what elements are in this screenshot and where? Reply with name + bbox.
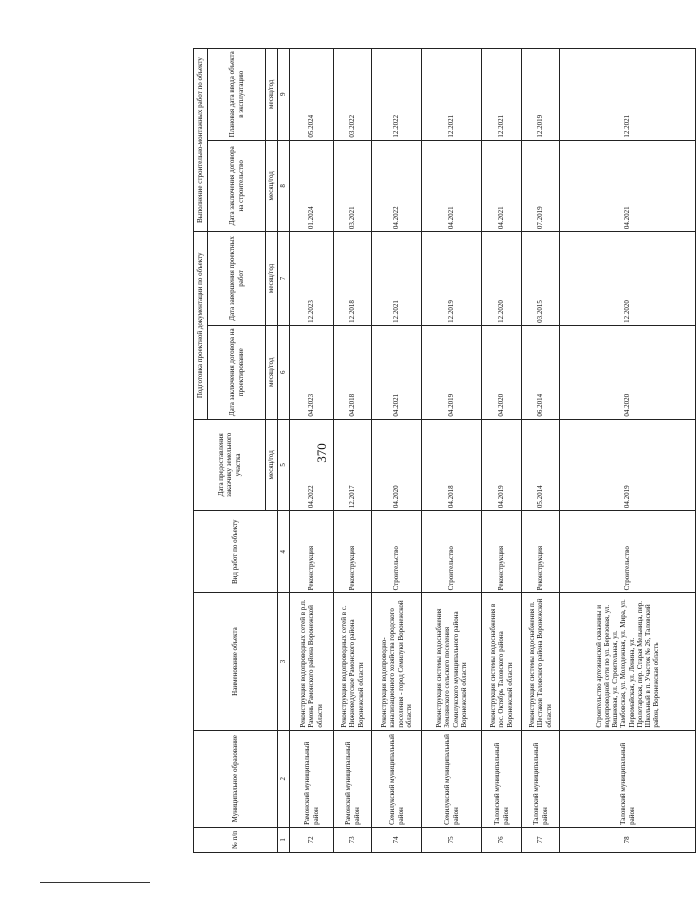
- row-land-date: 04.2022: [290, 419, 334, 510]
- table-row: [482, 49, 522, 853]
- row-design-done: 03.2015: [522, 232, 560, 326]
- unit-label: месяц/год: [266, 140, 278, 231]
- row-object: Реконструкция системы водоснабжения п. Шестаков Таловского района Воронежской области: [522, 593, 560, 730]
- table-row: [372, 49, 422, 853]
- header-build-group: Выполнение строительно-монтажных работ по объекту: [194, 49, 208, 232]
- row-build-contract: 04.2021: [482, 140, 522, 231]
- row-work: Строительство: [372, 511, 422, 593]
- column-number: 2: [278, 730, 290, 827]
- row-design-done: 12.2020: [482, 232, 522, 326]
- row-municipality: Таловский муниципальный район: [482, 730, 522, 827]
- row-commission: 12.2019: [522, 49, 560, 141]
- row-design-done: 12.2019: [422, 232, 482, 326]
- row-design-done: 12.2023: [290, 232, 334, 326]
- footer-rule: [40, 882, 150, 883]
- row-design-contract: 04.2023: [290, 325, 334, 419]
- column-number: 5: [278, 419, 290, 510]
- row-land-date: 05.2014: [522, 419, 560, 510]
- row-object: Реконструкция водопроводных сетей в р.п. Рамонь Рамонского района Воронежской области: [290, 593, 334, 730]
- row-land-date: 12.2017: [334, 419, 372, 510]
- column-number: 7: [278, 232, 290, 326]
- column-number: 8: [278, 140, 290, 231]
- unit-label: месяц/год: [266, 232, 278, 326]
- header-design-done: Дата завершения проектных работ: [208, 232, 266, 326]
- row-commission: 12.2021: [482, 49, 522, 141]
- unit-label: месяц/год: [266, 49, 278, 141]
- row-land-date: 04.2019: [560, 419, 696, 510]
- row-num: 78: [560, 827, 696, 852]
- table-row: [560, 49, 696, 853]
- row-work: Реконструкция: [482, 511, 522, 593]
- row-build-contract: 01.2024: [290, 140, 334, 231]
- row-commission: 12.2021: [422, 49, 482, 141]
- row-municipality: Рамонский муниципальный район: [290, 730, 334, 827]
- column-number: 4: [278, 511, 290, 593]
- row-build-contract: 03.2021: [334, 140, 372, 231]
- row-land-date: 04.2019: [482, 419, 522, 510]
- column-number: 6: [278, 325, 290, 419]
- table-row: [422, 49, 482, 853]
- row-work: Реконструкция: [522, 511, 560, 593]
- row-design-done: 12.2018: [334, 232, 372, 326]
- row-object: Реконструкция системы водоснабжения в пос. Октябрь Таловского района Воронежской области: [482, 593, 522, 730]
- row-commission: 03.2022: [334, 49, 372, 141]
- header-land-date: Дата предоставления заказчику земельного участка: [194, 419, 266, 510]
- row-work: Строительство: [560, 511, 696, 593]
- row-num: 77: [522, 827, 560, 852]
- header-design-contract: Дата заключения договора на проектирование: [208, 325, 266, 419]
- row-work: Строительство: [422, 511, 482, 593]
- row-object: Реконструкция водопроводно-канализационного хозяйства городского поселения - город Семилуки Воронежской области: [372, 593, 422, 730]
- header-num: № п/п: [194, 827, 278, 852]
- row-commission: 12.2022: [372, 49, 422, 141]
- row-num: 76: [482, 827, 522, 852]
- row-design-done: 12.2020: [560, 232, 696, 326]
- row-municipality: Таловский муниципальный район: [522, 730, 560, 827]
- investment-table: [193, 48, 661, 853]
- row-municipality: Таловский муниципальный район: [560, 730, 696, 827]
- row-design-contract: 04.2020: [482, 325, 522, 419]
- row-build-contract: 04.2021: [422, 140, 482, 231]
- header-build-contract: Дата заключения договора на строительство: [208, 140, 266, 231]
- row-design-done: 12.2021: [372, 232, 422, 326]
- row-design-contract: 04.2018: [334, 325, 372, 419]
- row-commission: 12.2021: [560, 49, 696, 141]
- row-num: 75: [422, 827, 482, 852]
- header-object-name: Наименование объекта: [194, 593, 278, 730]
- row-land-date: 04.2018: [422, 419, 482, 510]
- row-municipality: Семилукский муниципальный район: [372, 730, 422, 827]
- row-build-contract: 07.2019: [522, 140, 560, 231]
- unit-label: месяц/год: [266, 419, 278, 510]
- header-design-group: Подготовка проектной документации по объекту: [194, 232, 208, 420]
- column-number: 1: [278, 827, 290, 852]
- row-design-contract: 04.2021: [372, 325, 422, 419]
- header-commission: Плановая дата ввода объекта в эксплуатацию: [208, 49, 266, 141]
- row-build-contract: 04.2021: [560, 140, 696, 231]
- header-municipality: Муниципальное образование: [194, 730, 278, 827]
- row-work: Реконструкция: [290, 511, 334, 593]
- row-object: Реконструкция водопроводных сетей в с. Нижневедугское Рамонского района Воронежской области: [334, 593, 372, 730]
- row-object: Реконструкция системы водоснабжения Землянского сельского поселения Семилукского муниципального района Воронежской области: [422, 593, 482, 730]
- page-number: 370: [314, 443, 329, 463]
- row-municipality: Семилукский муниципальный район: [422, 730, 482, 827]
- row-commission: 05.2024: [290, 49, 334, 141]
- table-row: [334, 49, 372, 853]
- row-design-contract: 04.2019: [422, 325, 482, 419]
- table-row: [522, 49, 560, 853]
- column-number: 9: [278, 49, 290, 141]
- row-build-contract: 04.2022: [372, 140, 422, 231]
- header-work-type: Вид работ по объекту: [194, 511, 278, 593]
- row-num: 72: [290, 827, 334, 852]
- row-design-contract: 06.2014: [522, 325, 560, 419]
- row-design-contract: 04.2020: [560, 325, 696, 419]
- column-number: 3: [278, 593, 290, 730]
- row-object: Строительство артезианской скважины и водопроводной сети по ул. Березовая, ул. Вишневая, ул. Строительная, ул. Тамбовская, ул. Молодежная, ул. Мира, ул. Первомайская, ул. Ленина, ул. Пролетарская, пер. Старая Мельница, пер. Школьный в п. Участок № 26, Таловский район, Воронежская область: [560, 593, 696, 730]
- row-num: 73: [334, 827, 372, 852]
- row-work: Реконструкция: [334, 511, 372, 593]
- unit-label: месяц/год: [266, 325, 278, 419]
- row-num: 74: [372, 827, 422, 852]
- row-municipality: Рамонский муниципальный район: [334, 730, 372, 827]
- row-land-date: 04.2020: [372, 419, 422, 510]
- table-row: [290, 49, 334, 853]
